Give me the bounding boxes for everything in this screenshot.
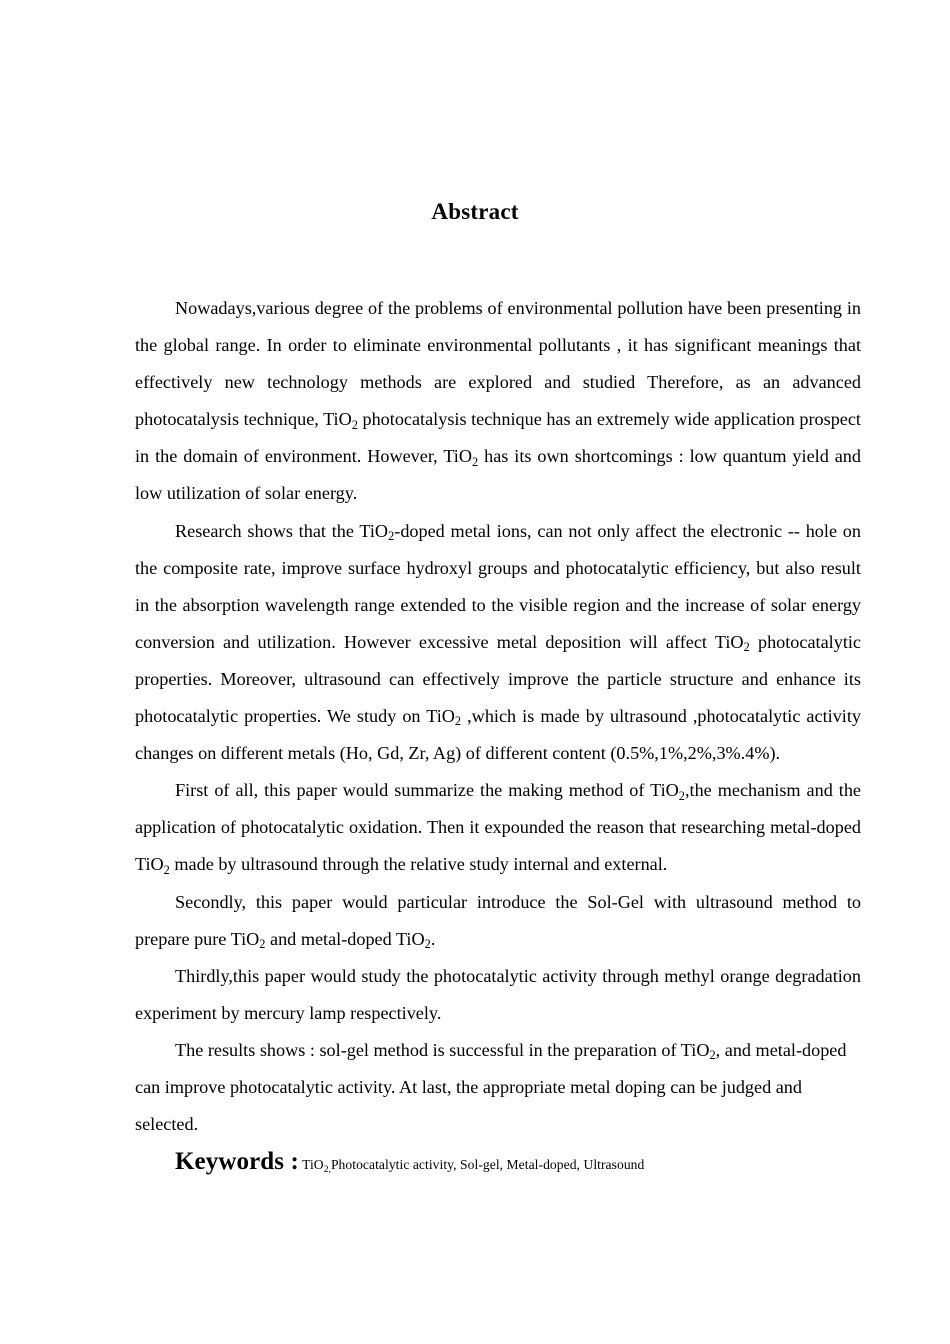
page-title: Abstract — [431, 199, 519, 225]
paragraph-1-text-c: has its own shortcomings : low quantum yield and low utilization of solar energy. — [135, 446, 861, 504]
chemical-base: TiO — [323, 409, 352, 430]
chemical-subscript: 2 — [259, 936, 266, 951]
chemical-base: TiO — [426, 706, 455, 727]
paragraph-2-text-a: Research shows that the — [175, 520, 360, 541]
paragraph-6-text-a: The results shows : sol-gel method is successful in the preparation of — [175, 1039, 681, 1060]
keywords-list — [299, 1157, 645, 1175]
chemical-formula-tio2 — [231, 929, 266, 949]
paragraph-5 — [135, 958, 861, 1032]
chemical-base: TiO — [443, 446, 472, 467]
chemical-formula-tio2 — [650, 780, 685, 803]
paragraph-3 — [135, 772, 861, 883]
paragraph-5-text: Thirdly,this paper would study the photocatalytic activity through methyl orange degradation experiment by mercury lamp respectively. — [135, 965, 861, 1023]
paragraph-6 — [135, 1032, 861, 1143]
paragraph-1 — [135, 290, 861, 513]
chemical-formula-tio2 — [680, 1039, 716, 1063]
keywords-label: Keywords : — [175, 1148, 299, 1176]
chemical-base: TiO — [359, 520, 389, 541]
chemical-formula-tio2 — [302, 1157, 331, 1175]
keywords-separator-comma: , — [328, 1164, 331, 1175]
chemical-formula-tio2 — [443, 446, 479, 469]
keywords-line — [135, 1143, 861, 1183]
chemical-base: TiO — [230, 928, 260, 949]
chemical-subscript: 2 — [424, 936, 431, 951]
chemical-base: TiO — [395, 928, 425, 949]
chemical-subscript: 2 — [351, 417, 358, 432]
chemical-formula-tio2 — [396, 929, 431, 949]
chemical-subscript: 2 — [323, 1164, 329, 1175]
chemical-subscript: 2 — [678, 788, 685, 803]
chemical-base: TiO — [714, 631, 744, 652]
paragraph-2-text-b: -doped metal ions, can not only affect the electronic -- hole on the composite rate, improve surface hydroxyl groups and photocatalytic efficiency, but also result in the absorption wavelength range extended to the visible region and the increase of solar energy conversion and utilization. However excessive metal deposition will affect — [135, 520, 861, 652]
chemical-base: TiO — [650, 780, 679, 801]
paragraph-3-text-b: ,the mechanism and the application of photocatalytic oxidation. Then it expounded the reason that researching metal-doped — [135, 780, 862, 838]
chemical-subscript: 2 — [743, 640, 750, 655]
keywords-remaining: Photocatalytic activity, Sol-gel, Metal-doped, Ultrasound — [330, 1157, 645, 1173]
paragraph-1-text-b: photocatalysis technique has an extremely wide application prospect in the domain of environment. However, — [135, 409, 861, 467]
paragraph-4-text-c: . — [430, 928, 436, 949]
chemical-base: TiO — [680, 1039, 710, 1060]
paragraph-2-text-d: ,which is made by ultrasound ,photocatalytic activity changes on different metals (Ho, Gd, Zr, Ag) of different content (0.5%,1%,2%,3%.4%). — [135, 706, 861, 764]
paragraph-3-text-a: First of all, this paper would summarize the making method of — [175, 780, 651, 801]
paragraph-4-text-a: Secondly, this paper would particular introduce the Sol-Gel with ultrasound method to prepare pure — [135, 891, 861, 949]
paragraph-3-text-c: made by ultrasound through the relative study internal and external. — [169, 854, 668, 875]
chemical-base: TiO — [135, 854, 164, 875]
paragraph-4 — [135, 884, 861, 958]
chemical-base: TiO — [302, 1157, 324, 1173]
chemical-formula-tio2 — [359, 521, 394, 541]
paragraph-6-text-b: , and metal-doped can improve photocatalytic activity. At last, the appropriate metal doping can be judged and selected. — [135, 1039, 847, 1135]
chemical-subscript: 2 — [454, 714, 462, 729]
paragraph-4-text-b: and metal-doped — [265, 928, 396, 949]
abstract-body — [135, 290, 861, 1183]
paragraph-2-text-c: photocatalytic properties. Moreover, ultrasound can effectively improve the particle structure and enhance its photocatalytic properties. We study on — [135, 631, 861, 727]
chemical-formula-tio2 — [135, 854, 170, 877]
chemical-formula-tio2 — [426, 706, 462, 729]
paragraph-1-text-a: Nowadays,various degree of the problems of environmental pollution have been presenting in the global range. In order to eliminate environmental pollutants , it has significant meanings that effectively new technology methods are explored and studied Therefore, as an advanced photocatalysis technique, — [135, 298, 861, 430]
chemical-formula-tio2 — [323, 409, 358, 432]
chemical-formula-tio2 — [714, 631, 750, 655]
paragraph-2 — [135, 513, 861, 773]
chemical-subscript: 2 — [709, 1048, 716, 1063]
chemical-subscript: 2 — [163, 862, 170, 877]
chemical-subscript: 2 — [472, 454, 479, 469]
chemical-subscript: 2 — [388, 528, 395, 543]
